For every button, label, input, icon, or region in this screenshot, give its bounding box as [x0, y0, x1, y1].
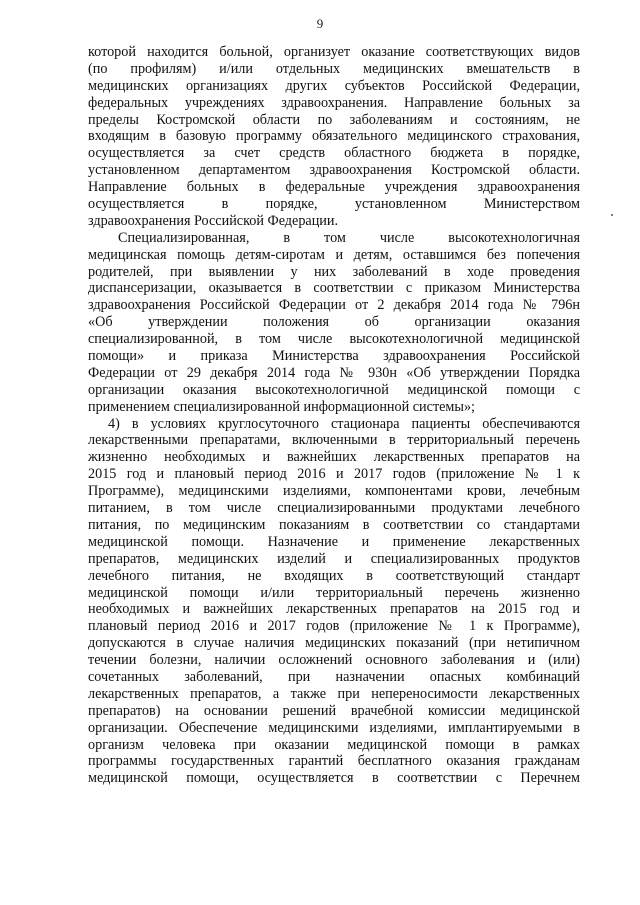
- text-line: организм человека при оказании медицинской помощи в рамках: [88, 736, 580, 753]
- text-line: необходимых и важнейших лекарственных препаратов на 2015 год и: [88, 601, 580, 618]
- text-line: медицинской помощи. Назначение и применение лекарственных: [88, 533, 580, 550]
- text-line: применением специализированной информационной системы»;: [88, 398, 475, 415]
- scan-speck: [611, 214, 613, 216]
- text-line: помощи» и приказа Министерства здравоохранения Российской: [88, 348, 580, 365]
- text-line: Федерации от 29 декабря 2014 года № 930н «Об утверждении Порядка: [88, 364, 580, 381]
- text-line: здравоохранения Российской Федерации.: [88, 212, 339, 229]
- text-line: федеральных учреждениях здравоохранения. Направление больных за: [88, 94, 580, 111]
- text-line: осуществляется в порядке, установленном Министерством: [88, 196, 580, 213]
- body-text: [88, 44, 580, 787]
- text-line: препаратов, медицинских изделий и специализированных продуктов: [88, 550, 580, 567]
- text-line: здравоохранения Российской Федерации от 2 декабря 2014 года № 796н: [88, 297, 580, 314]
- text-line: специализированной, в том числе высокотехнологичной медицинской: [88, 331, 580, 348]
- text-line: «Об утверждении положения об организации оказания: [88, 314, 580, 331]
- text-line: Направление больных в федеральные учреждения здравоохранения: [88, 179, 580, 196]
- text-line: входящим в базовую программу обязательного медицинского страхования,: [88, 128, 580, 145]
- text-line: медицинской помощи и/или территориальный перечень жизненно: [88, 584, 580, 601]
- text-line: медицинских организациях других субъектов Российской Федерации,: [88, 77, 580, 94]
- text-line: лекарственными препаратами, включенными в территориальный перечень: [88, 432, 580, 449]
- text-line: плановый период 2016 и 2017 годов (приложение № 1 к Программе),: [88, 618, 580, 635]
- text-line: медицинской помощи, осуществляется в соответствии с Перечнем: [88, 770, 580, 787]
- text-line: организации оказания высокотехнологичной медицинской помощи с: [88, 381, 580, 398]
- text-line: 4) в условиях круглосуточного стационара пациенты обеспечиваются: [108, 415, 580, 432]
- text-line: препаратов) на основании решений врачебной комиссии медицинской: [88, 702, 580, 719]
- text-line: организации. Обеспечение медицинскими изделиями, имплантируемыми в: [88, 719, 580, 736]
- text-line: установленном департаментом здравоохранения Костромской области.: [88, 162, 580, 179]
- text-line: программы государственных гарантий бесплатного оказания гражданам: [88, 753, 580, 770]
- text-line: которой находится больной, организует оказание соответствующих видов: [88, 44, 580, 60]
- text-line: сочетанных заболеваний, при назначении опасных комбинаций: [88, 668, 580, 685]
- text-line: пределы Костромской области по заболеваниям и состояниям, не: [88, 111, 580, 128]
- text-line: жизненно необходимых и важнейших лекарственных препаратов на: [88, 449, 580, 466]
- text-line: 2015 год и плановый период 2016 и 2017 годов (приложение № 1 к: [88, 466, 580, 483]
- page-number: 9: [316, 16, 324, 31]
- text-line: Специализированная, в том числе высокотехнологичная: [118, 229, 580, 246]
- text-line: течении болезни, наличии осложнений основного заболевания и (или): [88, 652, 580, 669]
- text-line: родителей, при выявлении у них заболеваний в ходе проведения: [88, 263, 580, 280]
- text-line: диспансеризации, оказывается в соответствии с приказом Министерства: [88, 280, 580, 297]
- text-line: лечебного питания, не входящих в соответствующий стандарт: [88, 567, 580, 584]
- text-line: питания, по медицинским показаниям в соответствии со стандартами: [88, 516, 580, 533]
- text-line: осуществляется за счет средств областного бюджета в порядке,: [88, 145, 580, 162]
- text-line: питанием, в том числе специализированными продуктами лечебного: [88, 500, 580, 517]
- text-line: лекарственных препаратов, а также при непереносимости лекарственных: [88, 685, 580, 702]
- text-line: допускаются в случае наличия медицинских показаний (при нетипичном: [88, 635, 580, 652]
- text-line: Программе), медицинскими изделиями, компонентами крови, лечебным: [88, 483, 580, 500]
- text-line: медицинская помощь детям-сиротам и детям, оставшимся без попечения: [88, 246, 580, 263]
- text-line: (по профилям) и/или отдельных медицинских вмешательств в: [88, 60, 580, 77]
